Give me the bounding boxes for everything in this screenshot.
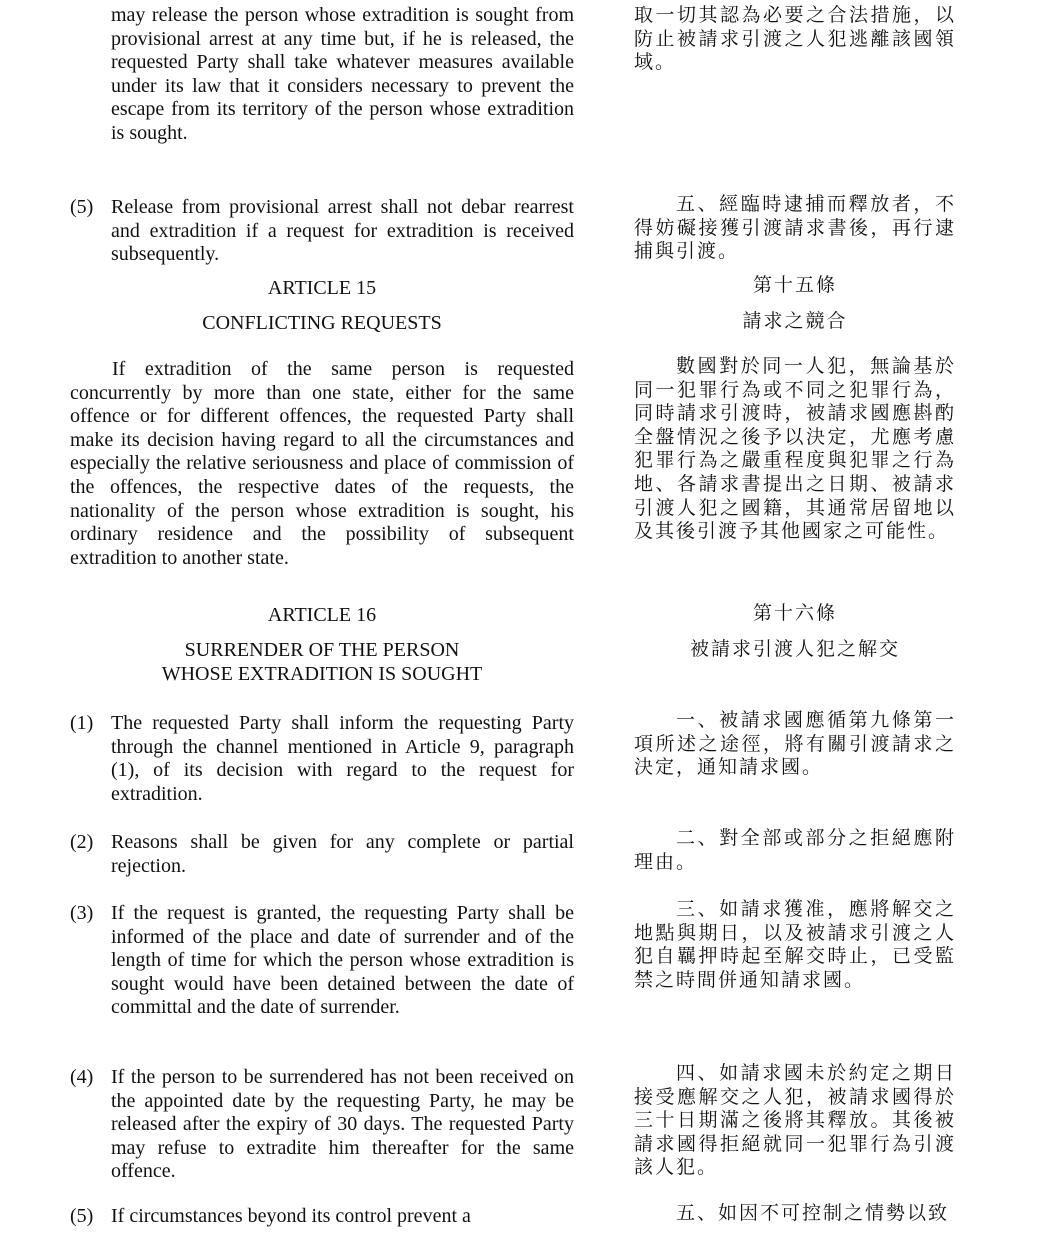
paragraph-number: (1) <box>70 712 94 734</box>
article-16-para1-zh: 一、被請求國應循第九條第一項所述之途徑，將有關引渡請求之決定，通知請求國。 <box>634 709 956 779</box>
paragraph-number: (5) <box>70 196 94 218</box>
article-16-para4-zh: 四、如請求國未於約定之期日接受應解交之人犯，被請求國得於三十日期滿之後將其釋放。其後被請求國得拒絕就同一犯罪行為引渡該人犯。 <box>634 1062 956 1179</box>
article-16-para1-en: The requested Party shall inform the requesting Party through the channel mentioned in Article 9, paragraph (1), of its decision with regard to the request for extradition. <box>111 712 574 805</box>
art14-para5-en: Release from provisional arrest shall not debar rearrest and extradition if a request for extradition is received subsequently. <box>111 196 574 266</box>
article-16-para5-en: If circumstances beyond its control prevent a <box>111 1205 471 1227</box>
article-16-para3-en: If the request is granted, the requesting Party shall be informed of the place and date of surrender and of the length of time for which the person whose extradition is sought would have been detained between the date of committal and the date of surrender. <box>111 902 574 1019</box>
article-16-title-en-line2: WHOSE EXTRADITION IS SOUGHT <box>161 663 483 685</box>
article-16-heading-en: ARTICLE 16 <box>267 604 377 626</box>
article-16-para2-zh: 二、對全部或部分之拒絕應附理由。 <box>634 827 956 873</box>
article-15-heading-zh: 第十五條 <box>752 274 837 296</box>
article-16-title-en-line1: SURRENDER OF THE PERSON <box>184 639 460 661</box>
article-15-title-zh: 請求之競合 <box>742 310 848 332</box>
article-16-para5-zh: 五、如因不可控制之情勢以致 <box>676 1202 950 1224</box>
intro-paragraph-zh: 取一切其認為必要之合法措施，以防止被請求引渡之人犯逃離該國領域。 <box>634 4 956 74</box>
article-16-para2-en: Reasons shall be given for any complete or partial rejection. <box>111 831 574 877</box>
article-16-para3-zh: 三、如請求獲准，應將解交之地點與期日，以及被請求引渡之人犯自羈押時起至解交時止，已受監禁之時間併通知請求國。 <box>634 898 956 991</box>
article-16-para4-en: If the person to be surrendered has not been received on the appointed date by the requesting Party, he may be released after the expiry of 30 days. The requested Party may refuse to extradite him thereafter for the same offence. <box>111 1066 574 1183</box>
article-15-title-en: CONFLICTING REQUESTS <box>202 312 442 334</box>
article-15-heading-en: ARTICLE 15 <box>267 277 377 299</box>
paragraph-number: (5) <box>70 1205 94 1227</box>
paragraph-number: (3) <box>70 902 94 924</box>
paragraph-number: (2) <box>70 831 94 853</box>
article-16-title-zh: 被請求引渡人犯之解交 <box>689 638 900 660</box>
intro-paragraph-en: may release the person whose extradition is sought from provisional arrest at any time but, if he is released, the requested Party shall take whatever measures available under its law that it considers necessary to prevent the escape from its territory of the person whose extradition is sought. <box>111 4 574 144</box>
article-15-body-zh: 數國對於同一人犯，無論基於同一犯罪行為或不同之犯罪行為，同時請求引渡時，被請求國應斟酌全盤情況之後予以決定，尤應考慮犯罪行為之嚴重程度與犯罪之行為地、各請求書提出之日期、被請求引渡人犯之國籍，其通常居留地以及其後引渡予其他國家之可能性。 <box>634 355 956 543</box>
article-16-heading-zh: 第十六條 <box>752 602 837 624</box>
article-15-body-en: If extradition of the same person is requested concurrently by more than one state, either for the same offence or for different offences, the requested Party shall make its decision having regard to all the circumstances and especially the relative seriousness and place of commission of the offences, the respective dates of the requests, the nationality of the person whose extradition is sought, his ordinary residence and the possibility of subsequent extradition to another state. <box>70 358 574 569</box>
art14-para5-zh: 五、經臨時逮捕而釋放者，不得妨礙接獲引渡請求書後，再行逮捕與引渡。 <box>634 193 956 263</box>
paragraph-number: (4) <box>70 1066 94 1088</box>
